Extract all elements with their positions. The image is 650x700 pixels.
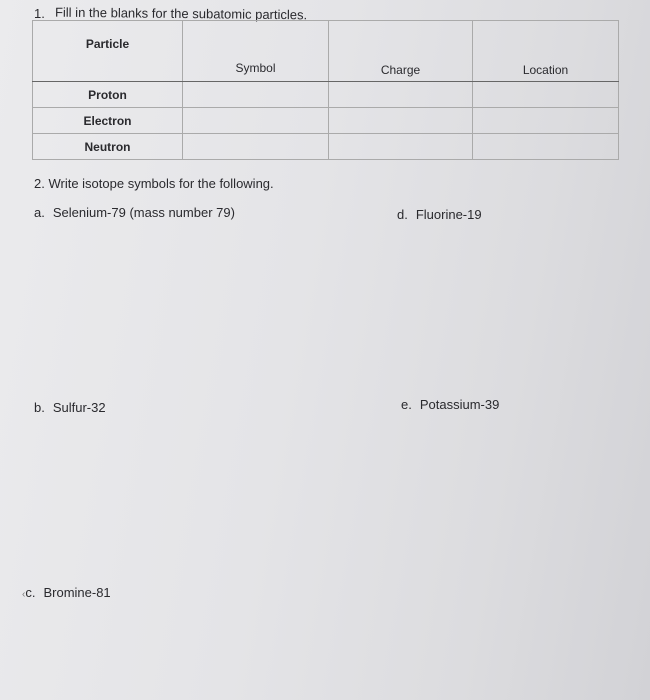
blank-cell-location[interactable]	[473, 134, 619, 160]
question-2-prompt: 2. Write isotope symbols for the following.	[34, 176, 274, 191]
blank-cell-charge[interactable]	[329, 82, 473, 108]
blank-cell-charge[interactable]	[329, 108, 473, 134]
row-label-neutron: Neutron	[33, 134, 183, 160]
blank-cell-symbol[interactable]	[183, 134, 329, 160]
row-label-electron: Electron	[33, 108, 183, 134]
item-label: b.	[34, 400, 45, 415]
table-row	[33, 108, 619, 134]
blank-cell-location[interactable]	[473, 82, 619, 108]
item-label: e.	[401, 397, 412, 412]
table-header-row	[33, 21, 619, 82]
item-text: Selenium-79 (mass number 79)	[52, 205, 235, 220]
blank-cell-location[interactable]	[473, 108, 619, 134]
isotope-item-d	[397, 207, 482, 222]
blank-cell-symbol[interactable]	[183, 108, 329, 134]
blank-cell-charge[interactable]	[329, 134, 473, 160]
header-particle: Particle	[33, 21, 183, 82]
item-text: Potassium-39	[419, 397, 500, 412]
question-1-heading	[34, 6, 307, 21]
item-label: a.	[34, 205, 45, 220]
header-symbol: Symbol	[183, 21, 329, 82]
pencil-mark-icon: ‹	[22, 589, 26, 600]
table-row	[33, 82, 619, 108]
blank-cell-symbol[interactable]	[183, 82, 329, 108]
row-label-proton: Proton	[33, 82, 183, 108]
item-label: d.	[397, 207, 408, 222]
question-1-number: 1.	[34, 6, 45, 21]
question-1-prompt: Fill in the blanks for the subatomic particles.	[54, 4, 308, 23]
item-text: Sulfur-32	[52, 400, 106, 415]
isotope-item-e	[401, 397, 499, 412]
isotope-item-a	[34, 205, 235, 220]
header-location: Location	[473, 21, 619, 82]
item-label: c.	[25, 585, 36, 600]
item-text: Bromine-81	[43, 585, 111, 600]
table-row	[33, 134, 619, 160]
item-text: Fluorine-19	[415, 207, 482, 222]
header-charge: Charge	[329, 21, 473, 82]
subatomic-particles-table	[32, 20, 619, 160]
isotope-item-b	[34, 400, 106, 415]
isotope-item-c	[22, 585, 111, 600]
